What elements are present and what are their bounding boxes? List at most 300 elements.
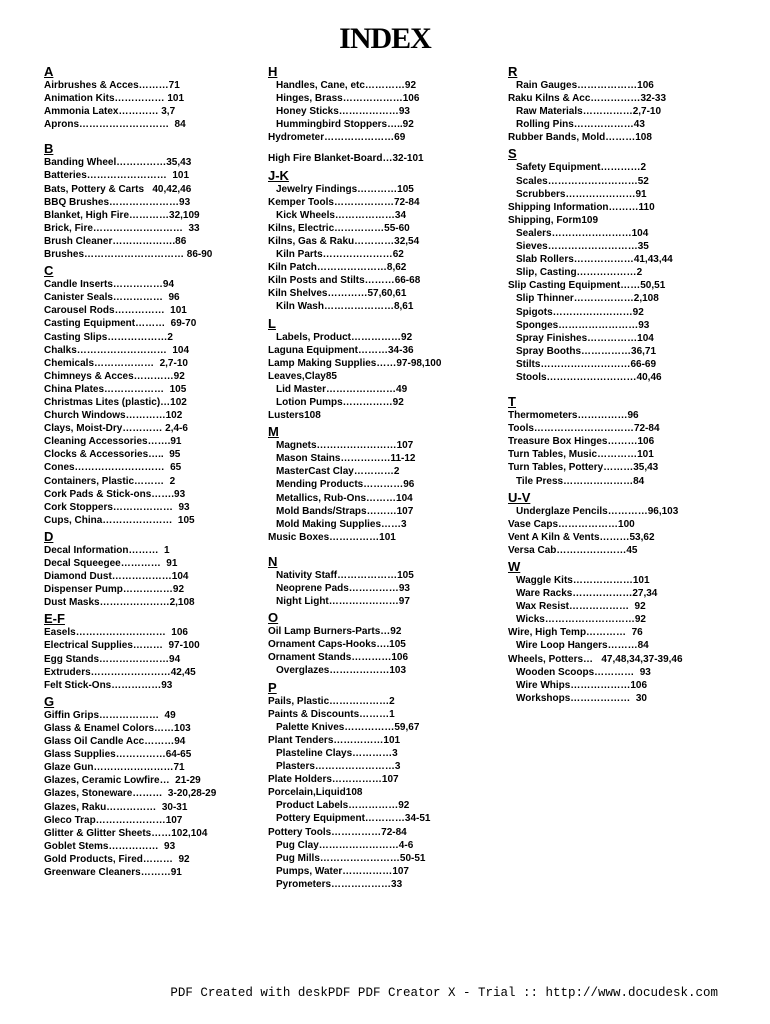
entry-term: Animation Kits…………… — [44, 93, 165, 105]
index-entry — [44, 196, 254, 209]
entry-page-numbers: 2 — [389, 695, 395, 707]
index-entry — [268, 734, 500, 747]
index-entry — [44, 357, 254, 370]
entry-page-numbers: 101 — [637, 449, 654, 461]
entry-term: Ammonia Latex………… — [44, 106, 159, 118]
entry-page-numbers: 106 — [637, 80, 654, 91]
entry-page-numbers: 34-36 — [388, 344, 414, 356]
index-entry — [268, 409, 500, 422]
entry-term: Mold Making Supplies…… — [276, 518, 402, 530]
entry-term: Leaves,Clay — [268, 370, 326, 382]
entry-page-numbers: 2,108 — [169, 597, 195, 609]
entry-page-numbers: 106 — [630, 679, 648, 691]
index-entry — [44, 761, 254, 774]
entry-term: Raw Materials…………… — [516, 106, 633, 118]
index-entry — [268, 196, 500, 209]
entry-page-numbers: 92 — [173, 370, 185, 382]
entry-term: Shipping, Form — [508, 214, 582, 226]
entry-page-numbers: 102 — [170, 396, 187, 408]
entry-term: Glass Oil Candle Acc……… — [44, 736, 175, 748]
section-letter-heading: O — [268, 610, 279, 626]
index-entry — [508, 345, 758, 358]
entry-page-numbers: 59,67 — [394, 721, 420, 733]
entry-term: Lid Master………………… — [276, 383, 397, 395]
index-entry — [44, 735, 254, 748]
index-entry — [508, 201, 758, 214]
entry-page-numbers: 93 — [161, 679, 173, 691]
index-entry — [508, 422, 758, 435]
index-entry — [268, 695, 500, 708]
index-entry — [268, 465, 500, 478]
entry-page-numbers: 21-29 — [169, 775, 201, 787]
index-entry — [268, 248, 500, 261]
entry-page-numbers: 2 — [393, 466, 400, 478]
entry-page-numbers: 2 — [167, 331, 173, 343]
index-entry — [268, 518, 500, 531]
index-entry — [44, 317, 254, 330]
entry-page-numbers: 3-20,28-29 — [162, 788, 217, 800]
index-entry — [44, 304, 254, 317]
entry-page-numbers: 93 — [638, 319, 650, 331]
index-entry — [268, 235, 500, 248]
entry-term: Ornament Caps-Hooks…. — [268, 639, 390, 651]
index-entry — [44, 626, 254, 639]
index-entry — [508, 131, 758, 144]
entry-term: Cork Stoppers……………… — [44, 501, 173, 513]
entry-page-numbers: 92 — [401, 331, 413, 343]
entry-term: Dust Masks………………… — [44, 597, 170, 609]
entry-page-numbers: 55-60 — [384, 222, 410, 234]
entry-page-numbers: 76 — [626, 627, 643, 639]
entry-page-numbers: 49 — [159, 709, 176, 721]
index-entry — [508, 666, 758, 679]
entry-term: Dispenser Pump…………… — [44, 584, 173, 596]
entry-term: Wicks……………………… — [516, 614, 635, 626]
index-entry — [268, 865, 500, 878]
index-entry — [268, 344, 500, 357]
index-entry — [44, 105, 254, 118]
index-entry — [508, 306, 758, 319]
entry-term: Hinges, Brass……………… — [276, 93, 403, 105]
entry-page-numbers: 32-101 — [392, 153, 424, 165]
entry-term: Wax Resist……………… — [516, 601, 629, 613]
entry-page-numbers: 92 — [634, 614, 646, 626]
entry-page-numbers: 93 — [158, 840, 176, 852]
entry-term: Hummingbird Stoppers….. — [276, 119, 403, 131]
entry-term: China Plates……………… — [44, 383, 165, 395]
entry-term: Porcelain,Liquid — [268, 787, 346, 799]
entry-page-numbers: 32,109 — [169, 209, 200, 221]
index-entry — [268, 747, 500, 760]
entry-term: Lotion Pumps…………… — [276, 396, 393, 408]
entry-term: Ornament Stands………… — [268, 652, 392, 664]
entry-term: Waggle Kits……………… — [516, 575, 633, 586]
entry-term: Blanket, High Fire………… — [44, 209, 170, 221]
entry-page-numbers: 101 — [166, 170, 190, 182]
entry-term: Palette Knives…………… — [276, 721, 395, 733]
entry-page-numbers: 36,71 — [631, 345, 657, 357]
index-entry — [44, 156, 254, 169]
section-letter-heading: R — [508, 64, 518, 79]
entry-term: Chalks……………………… — [44, 344, 167, 356]
index-entry — [44, 514, 254, 527]
entry-page-numbers: 34-51 — [404, 813, 431, 825]
entry-term: Kilns, Gas & Raku………… — [268, 235, 395, 247]
entry-page-numbers: 2,7-10 — [154, 357, 188, 369]
entry-page-numbers: 110 — [638, 201, 655, 213]
entry-page-numbers: 30 — [630, 692, 647, 704]
entry-page-numbers: 33 — [391, 878, 403, 890]
section-letter-heading: P — [268, 679, 277, 695]
entry-term: Laguna Equipment……… — [268, 344, 388, 356]
entry-page-numbers: 84 — [633, 475, 645, 487]
index-entry — [44, 557, 254, 570]
entry-page-numbers: 91 — [170, 436, 182, 448]
index-entry — [44, 435, 254, 448]
entry-page-numbers: 66-69 — [630, 358, 657, 370]
index-entry — [44, 748, 254, 761]
index-entry — [44, 596, 254, 609]
index-entry — [44, 209, 254, 222]
index-entry — [508, 161, 758, 174]
entry-term: Wheels, Potters… — [508, 653, 594, 665]
entry-term: Wire Whips……………… — [516, 679, 631, 691]
entry-page-numbers: 91 — [160, 558, 178, 569]
entry-term: Chemicals……………… — [44, 357, 155, 369]
entry-term: Plate Holders…………… — [268, 774, 382, 786]
index-entry — [44, 396, 254, 409]
index-entry — [508, 79, 758, 92]
entry-page-numbers: 42,45 — [170, 666, 196, 678]
entry-term: Turn Tables, Music………… — [508, 449, 638, 461]
index-entry — [268, 531, 500, 544]
index-entry — [268, 582, 500, 595]
index-entry — [508, 175, 758, 188]
entry-page-numbers: 105 — [397, 569, 414, 581]
entry-term: Aprons……………………… — [44, 119, 169, 131]
entry-page-numbers: 104 — [396, 492, 413, 504]
entry-page-numbers: 101 — [164, 93, 185, 105]
entry-term: Kemper Tools……………… — [268, 196, 394, 208]
index-entry — [44, 79, 254, 92]
entry-page-numbers: 107 — [392, 865, 409, 877]
entry-page-numbers: 93 — [179, 196, 191, 208]
entry-term: Slip, Casting……………… — [516, 267, 637, 279]
entry-page-numbers: 40,46 — [636, 371, 662, 383]
entry-term: Sieves……………………… — [516, 241, 638, 253]
entry-term: Kiln Parts………………… — [276, 249, 393, 261]
entry-term: Magnets…………………… — [276, 440, 397, 452]
index-entry — [508, 188, 758, 201]
entry-page-numbers: 2,4-6 — [162, 423, 188, 435]
spacer — [268, 544, 500, 552]
entry-page-numbers: 49 — [396, 383, 408, 395]
entry-term: Bats, Pottery & Carts — [44, 183, 145, 195]
entry-term: Kick Wheels……………… — [276, 209, 395, 221]
entry-term: Paints & Discounts……… — [268, 708, 390, 720]
entry-page-numbers: 96 — [627, 410, 639, 422]
entry-term: Cork Pads & Stick-ons……. — [44, 488, 175, 500]
spacer — [508, 384, 758, 392]
entry-term: Glitter & Glitter Sheets…… — [44, 827, 172, 839]
index-entry — [44, 331, 254, 344]
index-entry — [44, 583, 254, 596]
index-entry — [508, 544, 758, 557]
index-entry — [44, 853, 254, 866]
index-entry — [508, 266, 758, 279]
entry-term: Glass Supplies…………… — [44, 749, 166, 761]
index-entry — [508, 475, 758, 488]
entry-page-numbers: 27,34 — [632, 588, 658, 600]
entry-page-numbers: 35,43 — [633, 462, 659, 474]
entry-term: Rolling Pins……………… — [516, 119, 634, 131]
entry-term: Brushes………………………… — [44, 249, 185, 261]
entry-page-numbers: 107 — [396, 505, 414, 517]
entry-term: Containers, Plastic……… — [44, 475, 165, 487]
entry-term: Product Labels…………… — [276, 800, 399, 812]
entry-term: Cleaning Accessories……. — [44, 436, 171, 448]
entry-term: Electrical Supplies……… — [44, 640, 163, 652]
entry-term: Carousel Rods…………… — [44, 305, 165, 317]
index-entry — [508, 118, 758, 131]
entry-term: Music Boxes…………… — [268, 531, 380, 543]
entry-term: Slab Rollers……………… — [516, 254, 634, 266]
entry-page-numbers: 97-100 — [162, 640, 200, 652]
entry-term: Pumps, Water…………… — [276, 865, 393, 877]
entry-term: Tile Press………………… — [516, 475, 634, 487]
index-entry — [44, 679, 254, 692]
entry-term: Gold Products, Fired……… — [44, 853, 173, 865]
entry-page-numbers: 91 — [635, 188, 647, 200]
entry-term: Mold Bands/Straps……… — [276, 505, 397, 517]
entry-page-numbers: 52 — [637, 175, 649, 187]
entry-term: Glazes, Stoneware……… — [44, 788, 163, 800]
index-entry — [44, 235, 254, 248]
entry-term: Clays, Moist-Dry………… — [44, 423, 163, 435]
index-entry — [508, 505, 758, 518]
index-entry — [508, 692, 758, 705]
entry-page-numbers: 101 — [383, 734, 401, 746]
entry-term: Wire Loop Hangers……… — [516, 640, 638, 652]
section-letter-heading: J-K — [268, 167, 289, 183]
index-entry — [268, 131, 500, 144]
section-letter-heading: A — [44, 64, 54, 79]
entry-page-numbers: 86-90 — [184, 249, 213, 261]
index-entry — [268, 452, 500, 465]
entry-page-numbers: 92 — [404, 80, 417, 91]
entry-page-numbers: 8,62 — [386, 262, 407, 274]
entry-page-numbers: 108 — [345, 787, 363, 799]
section-letter-heading: G — [44, 693, 55, 709]
entry-page-numbers: 96,103 — [647, 505, 679, 517]
index-entry — [268, 331, 500, 344]
entry-term: Extruders…………………… — [44, 666, 171, 678]
entry-page-numbers: 84 — [169, 119, 186, 131]
entry-page-numbers: 4-6 — [398, 839, 414, 851]
entry-page-numbers: 40,42,46 — [144, 183, 192, 195]
index-entry — [268, 651, 500, 664]
entry-term: Kiln Patch………………… — [268, 262, 387, 274]
index-entry — [268, 839, 500, 852]
entry-page-numbers: 3 — [394, 761, 401, 773]
entry-term: Jewelry Findings………… — [276, 183, 398, 195]
entry-page-numbers: 71 — [168, 80, 180, 91]
entry-page-numbers: 94 — [162, 279, 175, 291]
entry-page-numbers: 2,108 — [633, 293, 659, 305]
entry-term: Thermometers…………… — [508, 410, 628, 422]
index-entry — [44, 501, 254, 514]
entry-page-numbers: 92 — [392, 396, 404, 408]
index-entry — [508, 461, 758, 474]
index-entry — [44, 488, 254, 501]
index-entry — [44, 814, 254, 827]
entry-page-numbers: 93 — [172, 501, 190, 513]
entry-page-numbers: 95 — [163, 449, 181, 461]
entry-page-numbers: 8,61 — [393, 301, 414, 313]
entry-page-numbers: 69 — [394, 132, 406, 144]
index-entry — [44, 118, 254, 131]
spacer — [268, 144, 500, 152]
index-entry — [268, 261, 500, 274]
index-entry — [44, 344, 254, 357]
index-entry — [268, 773, 500, 786]
index-entry — [268, 92, 500, 105]
entry-term: MasterCast Clay………… — [276, 466, 394, 478]
index-entry — [508, 409, 758, 422]
entry-page-numbers: 100 — [618, 518, 635, 530]
entry-term: Kiln Shelves………… — [268, 288, 368, 300]
entry-term: Nativity Staff……………… — [276, 569, 398, 581]
index-entry — [508, 332, 758, 345]
entry-term: Goblet Stems…………… — [44, 840, 159, 852]
index-entry — [268, 79, 500, 92]
entry-page-numbers: 96 — [162, 292, 180, 304]
entry-page-numbers: 34 — [394, 209, 407, 221]
index-entry — [44, 774, 254, 787]
entry-term: Kilns, Electric…………… — [268, 222, 385, 234]
entry-term: Easels……………………… — [44, 627, 166, 639]
index-entry — [44, 183, 254, 196]
entry-page-numbers: 66-68 — [394, 275, 421, 287]
section-letter-heading: N — [268, 553, 278, 569]
entry-term: Decal Squeegee………… — [44, 558, 161, 569]
entry-term: Banding Wheel…………… — [44, 157, 167, 169]
index-entry — [508, 435, 758, 448]
entry-page-numbers: 105 — [164, 383, 187, 395]
entry-term: Christmas Lites (plastic)… — [44, 396, 171, 408]
entry-page-numbers: 107 — [396, 440, 414, 452]
entry-page-numbers: 50-51 — [399, 852, 426, 864]
entry-term: Greenware Cleaners……… — [44, 866, 171, 878]
entry-page-numbers: 93 — [398, 106, 410, 118]
entry-page-numbers: 50,51 — [640, 280, 666, 292]
index-entry — [268, 569, 500, 582]
entry-term: Spigots…………………… — [516, 306, 633, 318]
entry-term: Glass & Enamel Colors…… — [44, 722, 175, 734]
index-entry — [44, 448, 254, 461]
entry-page-numbers: 92 — [632, 306, 644, 318]
entry-page-numbers: 62 — [392, 249, 404, 261]
entry-term: Pottery Equipment………… — [276, 813, 405, 825]
entry-page-numbers: 106 — [402, 93, 420, 105]
index-entry — [44, 409, 254, 422]
entry-page-numbers: 104 — [171, 571, 189, 583]
entry-page-numbers: 3 — [392, 747, 398, 759]
index-entry — [44, 370, 254, 383]
entry-term: Wire, High Temp………… — [508, 627, 627, 639]
index-entry — [508, 600, 758, 613]
index-entry — [508, 92, 758, 105]
entry-page-numbers: 94 — [174, 736, 186, 748]
index-entry — [44, 827, 254, 840]
entry-term: Shipping Information……… — [508, 201, 639, 213]
entry-page-numbers: 106 — [391, 652, 409, 664]
entry-page-numbers: 35,43 — [166, 157, 192, 169]
entry-term: Sponges…………………… — [516, 319, 639, 331]
section-letter-heading: C — [44, 263, 54, 279]
entry-term: Wooden Scoops………… — [516, 666, 635, 678]
index-entry — [268, 209, 500, 222]
index-entry — [508, 574, 758, 587]
entry-term: Lusters — [268, 410, 305, 422]
index-entry — [268, 595, 500, 608]
entry-page-numbers: 93 — [634, 666, 651, 678]
entry-page-numbers: 85 — [325, 370, 337, 382]
index-entry — [268, 287, 500, 300]
entry-term: Pug Clay…………………… — [276, 839, 399, 851]
index-entry — [508, 639, 758, 652]
entry-page-numbers: 2 — [164, 475, 176, 487]
entry-page-numbers: 92 — [390, 626, 402, 638]
entry-term: Night Light………………… — [276, 596, 399, 608]
entry-page-numbers: 97 — [398, 596, 410, 608]
entry-term: High Fire Blanket-Board… — [268, 153, 393, 165]
index-entry — [508, 626, 758, 639]
entry-page-numbers: 92 — [628, 601, 646, 613]
index-entry — [268, 492, 500, 505]
entry-page-numbers: 43 — [633, 119, 645, 131]
entry-page-numbers: 92 — [172, 853, 190, 865]
index-entry — [44, 840, 254, 853]
entry-term: Brick, Fire……………………… — [44, 222, 183, 234]
entry-term: Handles, Cane, etc………… — [276, 80, 405, 91]
entry-page-numbers: 105 — [389, 639, 406, 651]
entry-term: Church Windows………… — [44, 410, 166, 422]
index-entry — [508, 518, 758, 531]
entry-term: Spray Booths…………… — [516, 345, 632, 357]
entry-term: Vase Caps……………… — [508, 518, 619, 530]
entry-term: Pyrometers……………… — [276, 878, 392, 890]
entry-term: Rain Gauges……………… — [516, 80, 638, 91]
entry-page-numbers: 45 — [626, 544, 638, 556]
index-entry — [268, 878, 500, 891]
entry-page-numbers: 1 — [389, 708, 395, 720]
entry-term: Tools………………………… — [508, 423, 634, 435]
section-letter-heading: S — [508, 146, 517, 162]
entry-term: Plasters…………………… — [276, 761, 395, 773]
entry-term: Airbrushes & Acces……… — [44, 80, 169, 91]
entry-page-numbers: 107 — [381, 774, 399, 786]
index-entry — [508, 105, 758, 118]
entry-term: Spray Finishes…………… — [516, 332, 638, 344]
index-entry — [44, 653, 254, 666]
section-letter-heading: U-V — [508, 489, 531, 505]
entry-page-numbers: 109 — [581, 214, 599, 226]
entry-term: Batteries…………………… — [44, 170, 167, 182]
entry-page-numbers: 108 — [635, 132, 652, 144]
entry-page-numbers: 32-33 — [640, 93, 667, 105]
entry-term: Kiln Posts and Stilts……… — [268, 275, 395, 287]
